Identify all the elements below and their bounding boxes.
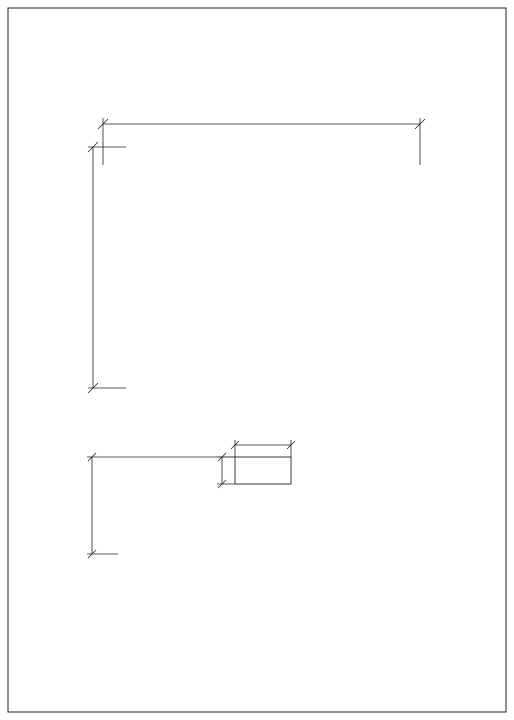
side-height-dimension — [87, 453, 235, 558]
canopy-width-dimension — [231, 440, 295, 457]
width-dimension — [98, 118, 425, 165]
drawing-border — [8, 8, 506, 712]
canopy — [235, 457, 291, 484]
canopy-height-dimension — [217, 453, 235, 488]
height-dimension — [88, 142, 126, 393]
